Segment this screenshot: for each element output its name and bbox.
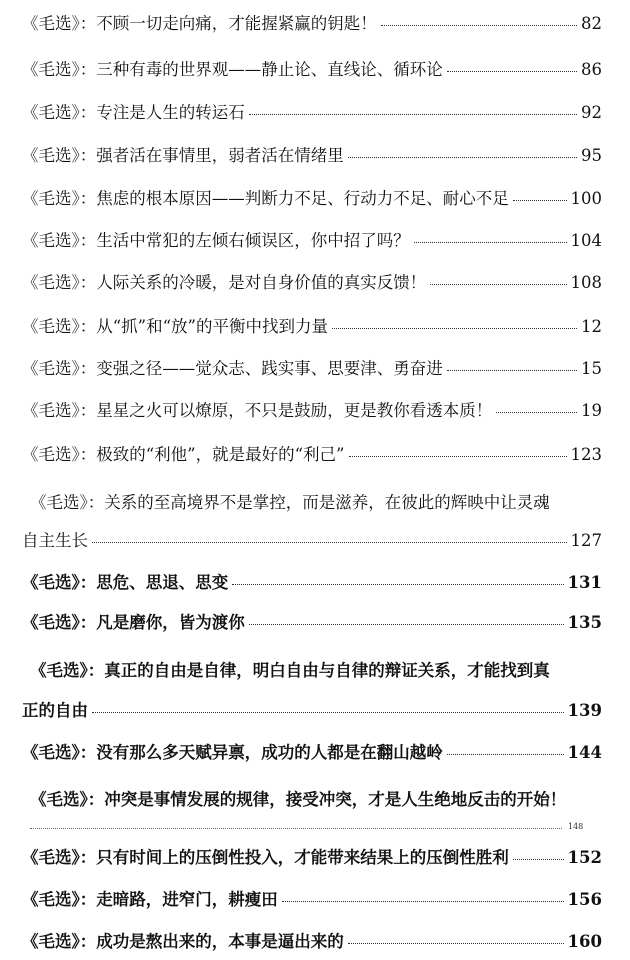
toc-entry-title[interactable]: 《毛选》：真正的自由是自律，明白自由与自律的辩证关系，才能找到真	[30, 661, 550, 680]
dot-leader	[496, 412, 577, 413]
toc-entry-title: 《毛选》：没有那么多天赋异禀，成功的人都是在翻山越岭	[22, 743, 443, 762]
dot-leader	[348, 943, 564, 944]
toc-entry-title: 《毛选》：变强之径——觉众志、践实事、思要津、勇奋进	[22, 359, 443, 378]
dot-leader	[447, 370, 577, 371]
toc-entry-page: 135	[567, 613, 602, 632]
page-separator	[30, 828, 562, 829]
dot-leader	[92, 712, 564, 713]
toc-entry[interactable]	[22, 273, 602, 293]
toc-entry-page: 15	[581, 359, 602, 378]
toc-entry-page: 100	[570, 189, 602, 208]
dot-leader	[414, 242, 567, 243]
toc-entry[interactable]	[22, 103, 602, 123]
toc-entry-title-continued: 正的自由	[22, 701, 88, 720]
dot-leader	[232, 584, 563, 585]
toc-entry[interactable]	[22, 317, 602, 337]
toc-entry-title: 《毛选》：不顾一切走向痛，才能握紧赢的钥匙！	[22, 14, 377, 33]
toc-entry-title: 《毛选》：生活中常犯的左倾右倾误区，你中招了吗？	[22, 231, 410, 250]
toc-entry-title: 《毛选》：专注是人生的转运石	[22, 103, 245, 122]
toc-entry[interactable]	[22, 359, 602, 379]
toc-entry-title: 《毛选》：从“抓”和“放”的平衡中找到力量	[22, 317, 328, 336]
toc-entry-title[interactable]: 《毛选》：冲突是事情发展的规律，接受冲突，才是人生绝地反击的开始！	[30, 790, 567, 809]
toc-entry[interactable]	[22, 573, 602, 593]
toc-entry-page: 19	[581, 401, 602, 420]
toc-entry[interactable]	[22, 701, 602, 721]
dot-leader	[249, 624, 564, 625]
toc-entry-page: 12	[581, 317, 602, 336]
toc-entry-page: 144	[567, 743, 602, 762]
toc-entry-page: 82	[581, 14, 602, 33]
toc-entry-title[interactable]: 《毛选》：关系的至高境界不是掌控，而是滋养，在彼此的辉映中让灵魂	[30, 493, 550, 512]
dot-leader	[513, 859, 564, 860]
toc-entry-title: 《毛选》：星星之火可以燎原，不只是鼓励，更是教你看透本质！	[22, 401, 493, 420]
dot-leader	[332, 328, 577, 329]
dot-leader	[92, 542, 567, 543]
toc-entry[interactable]	[22, 60, 602, 80]
toc-entry[interactable]	[22, 14, 602, 34]
toc-entry[interactable]	[22, 848, 602, 868]
toc-entry-page: 104	[570, 231, 602, 250]
toc-entry-title: 《毛选》：走暗路，进窄门，耕瘦田	[22, 890, 278, 909]
toc-entry-page: 160	[567, 932, 602, 951]
toc-entry-page: 92	[581, 103, 602, 122]
toc-entry-title: 《毛选》：三种有毒的世界观——静止论、直线论、循环论	[22, 60, 443, 79]
toc-entry-title: 《毛选》：强者活在事情里，弱者活在情绪里	[22, 146, 344, 165]
toc-entry-title: 《毛选》：极致的“利他”，就是最好的“利己”	[22, 445, 345, 464]
toc-entry[interactable]	[22, 932, 602, 952]
toc-entry-page: 131	[567, 573, 602, 592]
toc-entry-title: 《毛选》：只有时间上的压倒性投入，才能带来结果上的压倒性胜利	[22, 848, 509, 867]
dot-leader	[282, 901, 564, 902]
toc-entry-title: 《毛选》：人际关系的冷暖，是对自身价值的真实反馈！	[22, 273, 427, 292]
toc-entry-page: 139	[567, 701, 602, 720]
toc-entry[interactable]	[22, 189, 602, 209]
separator-page-number: 148	[568, 822, 584, 831]
toc-entry-page: 156	[567, 890, 602, 909]
toc-entry-title: 《毛选》：焦虑的根本原因——判断力不足、行动力不足、耐心不足	[22, 189, 509, 208]
toc-entry-page: 127	[570, 531, 602, 550]
dot-leader	[348, 157, 577, 158]
dot-leader	[513, 200, 567, 201]
toc-entry[interactable]	[22, 531, 602, 551]
toc-entry-page: 95	[581, 146, 602, 165]
toc-entry[interactable]	[22, 890, 602, 910]
toc-entry-title: 《毛选》：思危、思退、思变	[22, 573, 229, 592]
toc-entry[interactable]	[22, 146, 602, 166]
toc-entry-title-continued: 自主生长	[22, 531, 88, 550]
toc-entry-page: 108	[570, 273, 602, 292]
toc-entry-page: 152	[567, 848, 602, 867]
toc-entry[interactable]	[22, 231, 602, 251]
toc-entry-page: 86	[581, 60, 602, 79]
toc-entry-title: 《毛选》：成功是熬出来的，本事是逼出来的	[22, 932, 344, 951]
dot-leader	[447, 71, 577, 72]
toc-entry-page: 123	[570, 445, 602, 464]
dot-leader	[249, 114, 577, 115]
dot-leader	[430, 284, 566, 285]
toc-entry[interactable]	[22, 743, 602, 763]
dot-leader	[349, 456, 567, 457]
dot-leader	[447, 754, 564, 755]
toc-entry[interactable]	[22, 401, 602, 421]
toc-entry-title: 《毛选》：凡是磨你，皆为渡你	[22, 613, 245, 632]
dot-leader	[381, 25, 577, 26]
toc-entry[interactable]	[22, 613, 602, 633]
toc-entry[interactable]	[22, 445, 602, 465]
